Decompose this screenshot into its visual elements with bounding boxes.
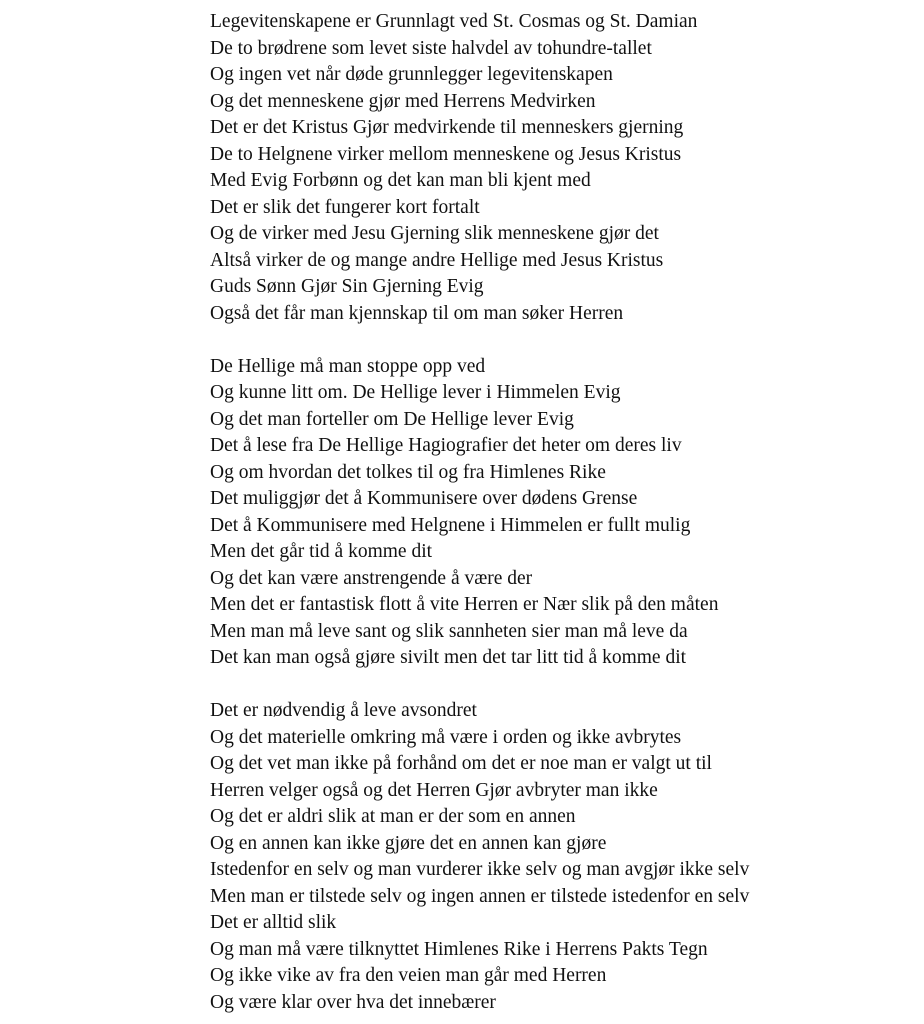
stanza-3	[210, 698, 910, 1016]
text-line: Det kan man også gjøre sivilt men det tar litt tid å komme dit	[210, 647, 687, 668]
text-line: Og man må være tilknyttet Himlenes Rike i Herrens Pakts Tegn	[210, 938, 708, 960]
text-line: Og kunne litt om. De Hellige lever i Himmelen Evig	[210, 382, 621, 403]
text-line: Og om hvordan det tolkes til og fra Himlenes Rike	[210, 461, 606, 483]
text-line: Og det kan være anstrengende å være der	[210, 567, 533, 589]
text-line: Og det man forteller om De Hellige lever Evig	[210, 408, 574, 430]
text-line: Og en annen kan ikke gjøre det en annen kan gjøre	[210, 832, 607, 854]
text-line: Med Evig Forbønn og det kan man bli kjent med	[210, 170, 591, 191]
text-line: Guds Sønn Gjør Sin Gjerning Evig	[210, 276, 484, 297]
text-line: Herren velger også og det Herren Gjør avbryter man ikke	[210, 779, 658, 801]
text-line: Men det er fantastisk flott å vite Herren er Nær slik på den måten	[210, 594, 719, 615]
text-line: Og ingen vet når døde grunnlegger legevitenskapen	[210, 64, 613, 85]
text-line: Men det går tid å komme dit	[210, 541, 433, 562]
text-line: Og det menneskene gjør med Herrens Medvirken	[210, 90, 596, 112]
text-line: Og de virker med Jesu Gjerning slik menneskene gjør det	[210, 223, 659, 244]
poem-text	[210, 9, 910, 1016]
text-line: Det å Kommunisere med Helgnene i Himmelen er fullt mulig	[210, 514, 691, 536]
text-line: Men man er tilstede selv og ingen annen er tilstede istedenfor en selv	[210, 885, 750, 907]
text-line: Det er alltid slik	[210, 912, 337, 933]
text-line: Det muliggjør det å Kommunisere over dødens Grense	[210, 488, 638, 509]
text-line: Og være klar over hva det innebærer	[210, 991, 496, 1013]
text-line: Det er det Kristus Gjør medvirkende til menneskers gjerning	[210, 117, 684, 138]
stanza-1	[210, 9, 910, 327]
text-line: Altså virker de og mange andre Hellige med Jesus Kristus	[210, 249, 664, 271]
text-line: Det er slik det fungerer kort fortalt	[210, 196, 480, 218]
text-line: Det er nødvendig å leve avsondret	[210, 700, 477, 721]
text-line: De to Helgnene virker mellom menneskene og Jesus Kristus	[210, 143, 682, 165]
text-line: Også det får man kjennskap til om man søker Herren	[210, 302, 624, 324]
text-line: Det å lese fra De Hellige Hagiografier det heter om deres liv	[210, 435, 682, 456]
stanza-2	[210, 354, 910, 672]
text-line: Og det er aldri slik at man er der som en annen	[210, 806, 576, 827]
text-line: Men man må leve sant og slik sannheten sier man må leve da	[210, 620, 688, 642]
text-line: De Hellige må man stoppe opp ved	[210, 355, 486, 377]
text-line: Legevitenskapene er Grunnlagt ved St. Cosmas og St. Damian	[210, 11, 698, 32]
text-line: Og det materielle omkring må være i orden og ikke avbrytes	[210, 726, 682, 748]
text-line: Og ikke vike av fra den veien man går med Herren	[210, 965, 607, 986]
text-line: De to brødrene som levet siste halvdel av tohundre-tallet	[210, 37, 652, 59]
text-line: Istedenfor en selv og man vurderer ikke selv og man avgjør ikke selv	[210, 859, 750, 880]
text-line: Og det vet man ikke på forhånd om det er noe man er valgt ut til	[210, 753, 712, 774]
